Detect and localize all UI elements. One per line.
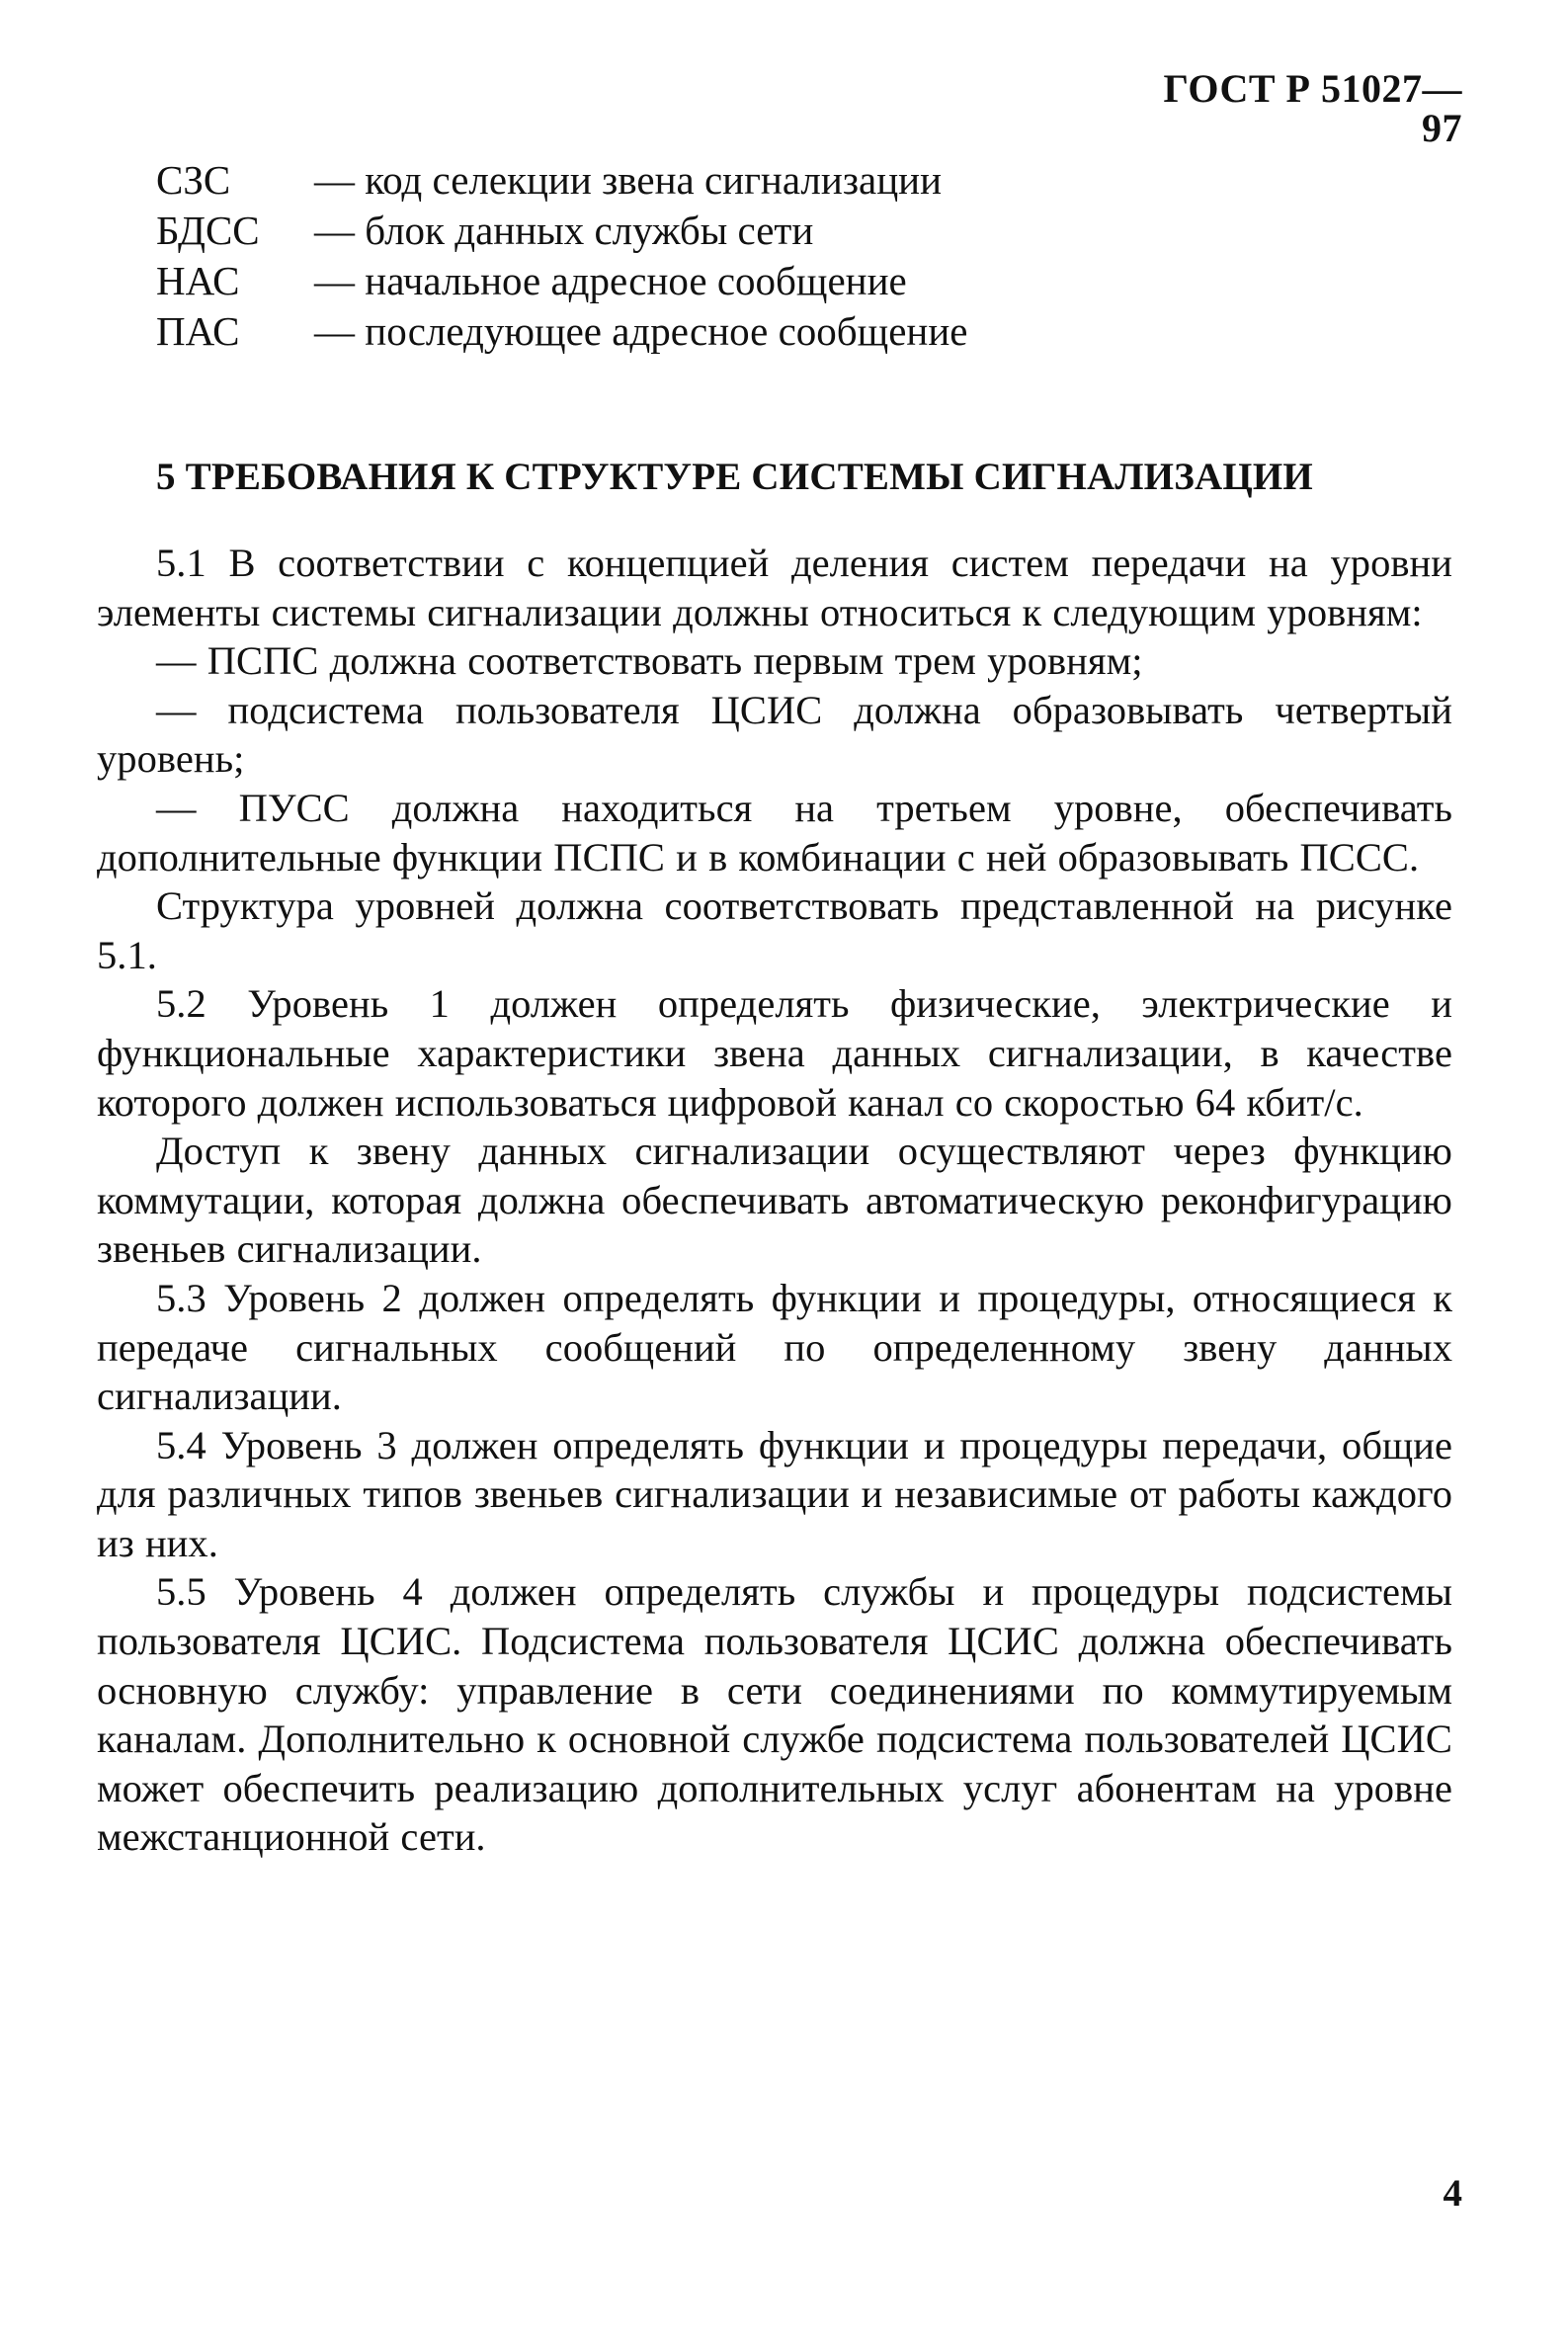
abbreviation-definition: — блок данных службы сети [314, 208, 814, 253]
list-item-isdn-user-subsystem: — подсистема пользователя ЦСИС должна образовывать четвертый уровень; [97, 687, 1452, 782]
document-header: ГОСТ Р 51027—97 [1163, 66, 1462, 150]
abbreviation-row [156, 209, 1441, 259]
abbreviation-definition: — последующее адресное сообщение [314, 308, 968, 354]
paragraph-5-4: 5.4 Уровень 3 должен определять функции и процедуры передачи, общие для различных типов звеньев сигнализации и независимые от работы каждого из них. [97, 1422, 1452, 1565]
abbreviation-row [156, 158, 1441, 209]
list-item-puss: — ПУСС должна находиться на третьем уровне, обеспечивать дополнительные функции ПСПС и в комбинации с ней образовывать ПССС. [97, 785, 1452, 880]
abbreviation-code: ПАС [156, 308, 240, 354]
paragraph-5-2: 5.2 Уровень 1 должен определять физические, электрические и функциональные характеристики звена данных сигнализации, в качестве которого должен использоваться цифровой канал со скоростью 64 кбит/с. [97, 981, 1452, 1125]
abbreviation-code: БДСС [156, 208, 260, 253]
page-number: 4 [1443, 2172, 1462, 2215]
abbreviation-definition: — код селекции звена сигнализации [314, 157, 943, 203]
abbreviation-list [156, 158, 1441, 360]
list-item-psps: — ПСПС должна соответствовать первым трем уровням; [156, 638, 1143, 684]
section-content [97, 539, 1452, 1862]
abbreviation-code: СЗС [156, 157, 231, 203]
paragraph-5-3: 5.3 Уровень 2 должен определять функции и процедуры, относящиеся к передаче сигнальных сообщений по определенному звену данных сигнализации. [97, 1275, 1452, 1419]
paragraph-structure-reference: Структура уровней должна соответствовать представленной на рисунке 5.1. [97, 883, 1452, 977]
abbreviation-definition: — начальное адресное сообщение [314, 258, 907, 303]
section-heading: 5 ТРЕБОВАНИЯ К СТРУКТУРЕ СИСТЕМЫ СИГНАЛИЗАЦИИ [156, 456, 1313, 498]
abbreviation-row [156, 259, 1441, 309]
paragraph-5-1: 5.1 В соответствии с концепцией деления систем передачи на уровни элементы системы сигнализации должны относиться к следующим уровням: [97, 541, 1452, 634]
abbreviation-row [156, 309, 1441, 360]
paragraph-5-5: 5.5 Уровень 4 должен определять службы и процедуры подсистемы пользователя ЦСИС. Подсистема пользователя ЦСИС должна обеспечивать основную службу: управление в сети соединениями по коммутируемым каналам. Дополнительно к основной службе подсистема пользователей ЦСИС может обеспечить реализацию дополнительных услуг абонентам на уровне межстанционной сети. [97, 1569, 1452, 1860]
paragraph-access: Доступ к звену данных сигнализации осуществляют через функцию коммутации, которая должна обеспечивать автоматическую реконфигурацию звеньев сигнализации. [97, 1129, 1452, 1272]
abbreviation-code: НАС [156, 258, 240, 303]
